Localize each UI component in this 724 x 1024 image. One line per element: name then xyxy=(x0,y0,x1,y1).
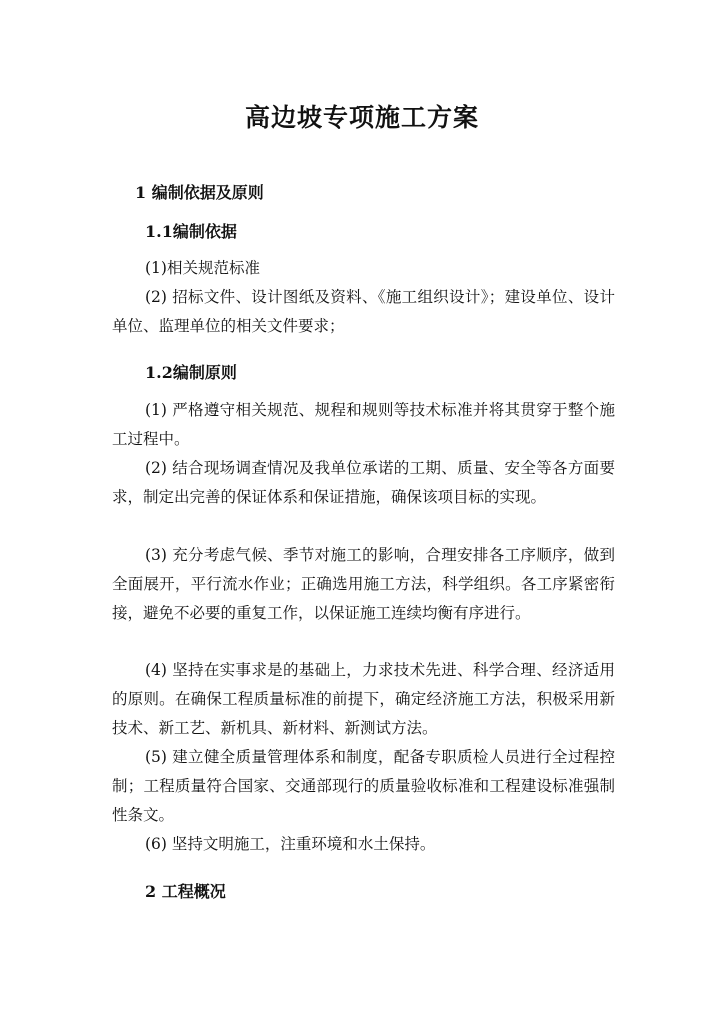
section-1-2-heading: 1.2编制原则 xyxy=(145,363,237,382)
principle-item-2: (2) 结合现场调查情况及我单位承诺的工期、质量、安全等各方面要求，制定出完善的保证体系和保证措施，确保该项目标的实现。 xyxy=(112,459,615,506)
section-2-heading: 2 工程概况 xyxy=(145,882,226,901)
section-1-heading: 1 编制依据及原则 xyxy=(135,183,264,202)
principle-item-1: (1) 严格遵守相关规范、规程和规则等技术标准并将其贯穿于整个施工过程中。 xyxy=(112,401,615,448)
document-title: 高边坡专项施工方案 xyxy=(244,103,479,132)
principle-item-5: (5) 建立健全质量管理体系和制度，配备专职质检人员进行全过程控制；工程质量符合国家、交通部现行的质量验收标准和工程建设标准强制性条文。 xyxy=(112,748,615,824)
principle-item-3: (3) 充分考虑气候、季节对施工的影响，合理安排各工序顺序，做到全面展开，平行流水作业；正确选用施工方法，科学组织。各工序紧密衔接，避免不必要的重复工作，以保证施工连续均衡有序进行。 xyxy=(112,546,615,622)
principle-item-6: (6) 坚持文明施工，注重环境和水土保持。 xyxy=(145,835,436,853)
principle-item-4: (4) 坚持在实事求是的基础上，力求技术先进、科学合理、经济适用的原则。在确保工程质量标准的前提下，确定经济施工方法，积极采用新技术、新工艺、新机具、新材料、新测试方法。 xyxy=(112,661,615,737)
basis-item-1: (1)相关规范标准 xyxy=(145,259,260,277)
basis-item-2: (2) 招标文件、设计图纸及资料、《施工组织设计》；建设单位、设计单位、监理单位的相关文件要求； xyxy=(112,288,615,335)
section-1-1-heading: 1.1编制依据 xyxy=(145,222,237,241)
